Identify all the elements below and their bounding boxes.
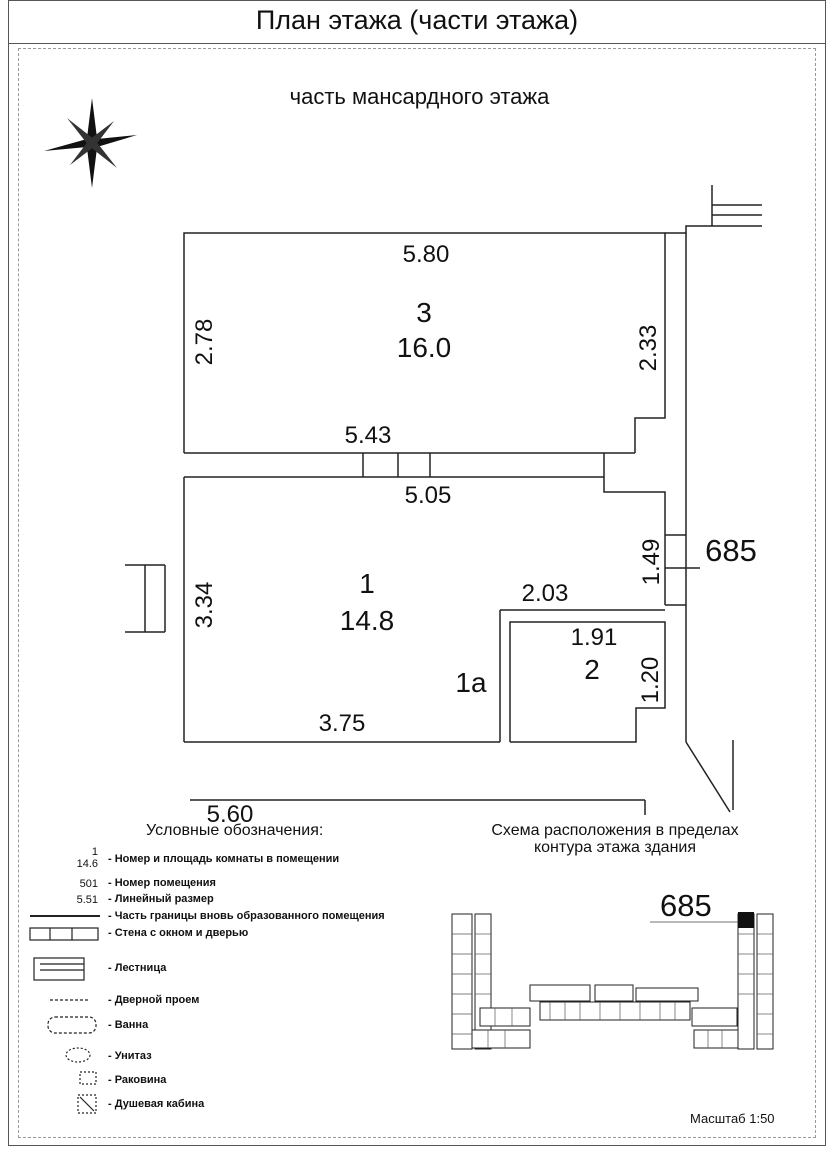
- dim-label: 1.49: [638, 538, 665, 586]
- dim-label: 1.20: [637, 656, 664, 704]
- apartment-number: 685: [705, 533, 757, 568]
- legend-item: - Линейный размер: [108, 893, 214, 905]
- legend-item: - Стена с окном и дверью: [108, 927, 249, 939]
- room-2-number: 2: [584, 654, 600, 685]
- dim-label: 5.80: [402, 241, 450, 268]
- legend-symbol: 5.51: [76, 894, 98, 906]
- scale-label: Масштаб 1:50: [690, 1111, 775, 1126]
- legend-item: - Ванна: [108, 1019, 149, 1031]
- page-title: План этажа (части этажа): [8, 0, 826, 44]
- room-1a-number: 1а: [455, 667, 487, 698]
- dim-label: 2.78: [191, 318, 218, 366]
- dim-label: 5.05: [404, 482, 452, 509]
- plan-subtitle: часть мансардного этажа: [289, 84, 550, 109]
- dim-label: 3.34: [191, 581, 218, 629]
- scheme-apartment-number: 685: [660, 888, 712, 923]
- apartment-location-marker: [738, 912, 754, 928]
- dim-label: 5.60: [206, 801, 254, 828]
- legend-title: Условные обозначения:: [146, 822, 324, 839]
- dim-label: 5.43: [344, 422, 392, 449]
- legend-item: - Номер помещения: [108, 877, 216, 889]
- dim-label: 3.75: [318, 710, 366, 737]
- dim-label: 2.33: [635, 324, 662, 372]
- legend-symbol: 501: [79, 878, 98, 890]
- legend-item: - Душевая кабина: [108, 1098, 205, 1110]
- legend-item: - Унитаз: [108, 1050, 152, 1062]
- legend-item: - Дверной проем: [108, 994, 200, 1006]
- legend-item: - Раковина: [108, 1074, 167, 1086]
- scheme-title: Схема расположения в пределах контура этажа здания: [491, 822, 739, 856]
- room-1-area: 14.8: [339, 605, 395, 636]
- legend-symbol: 1 14.6: [76, 846, 98, 870]
- room-1-number: 1: [359, 568, 375, 599]
- compass-rose-icon: [44, 98, 137, 188]
- legend-item: - Часть границы вновь образованного помещения: [108, 910, 385, 922]
- room-3-number: 3: [416, 297, 432, 328]
- room-3-area: 16.0: [396, 332, 452, 363]
- legend-item: - Лестница: [108, 962, 167, 974]
- legend-item: - Номер и площадь комнаты в помещении: [108, 853, 340, 865]
- dim-label: 1.91: [570, 624, 618, 651]
- dim-label: 2.03: [521, 580, 569, 607]
